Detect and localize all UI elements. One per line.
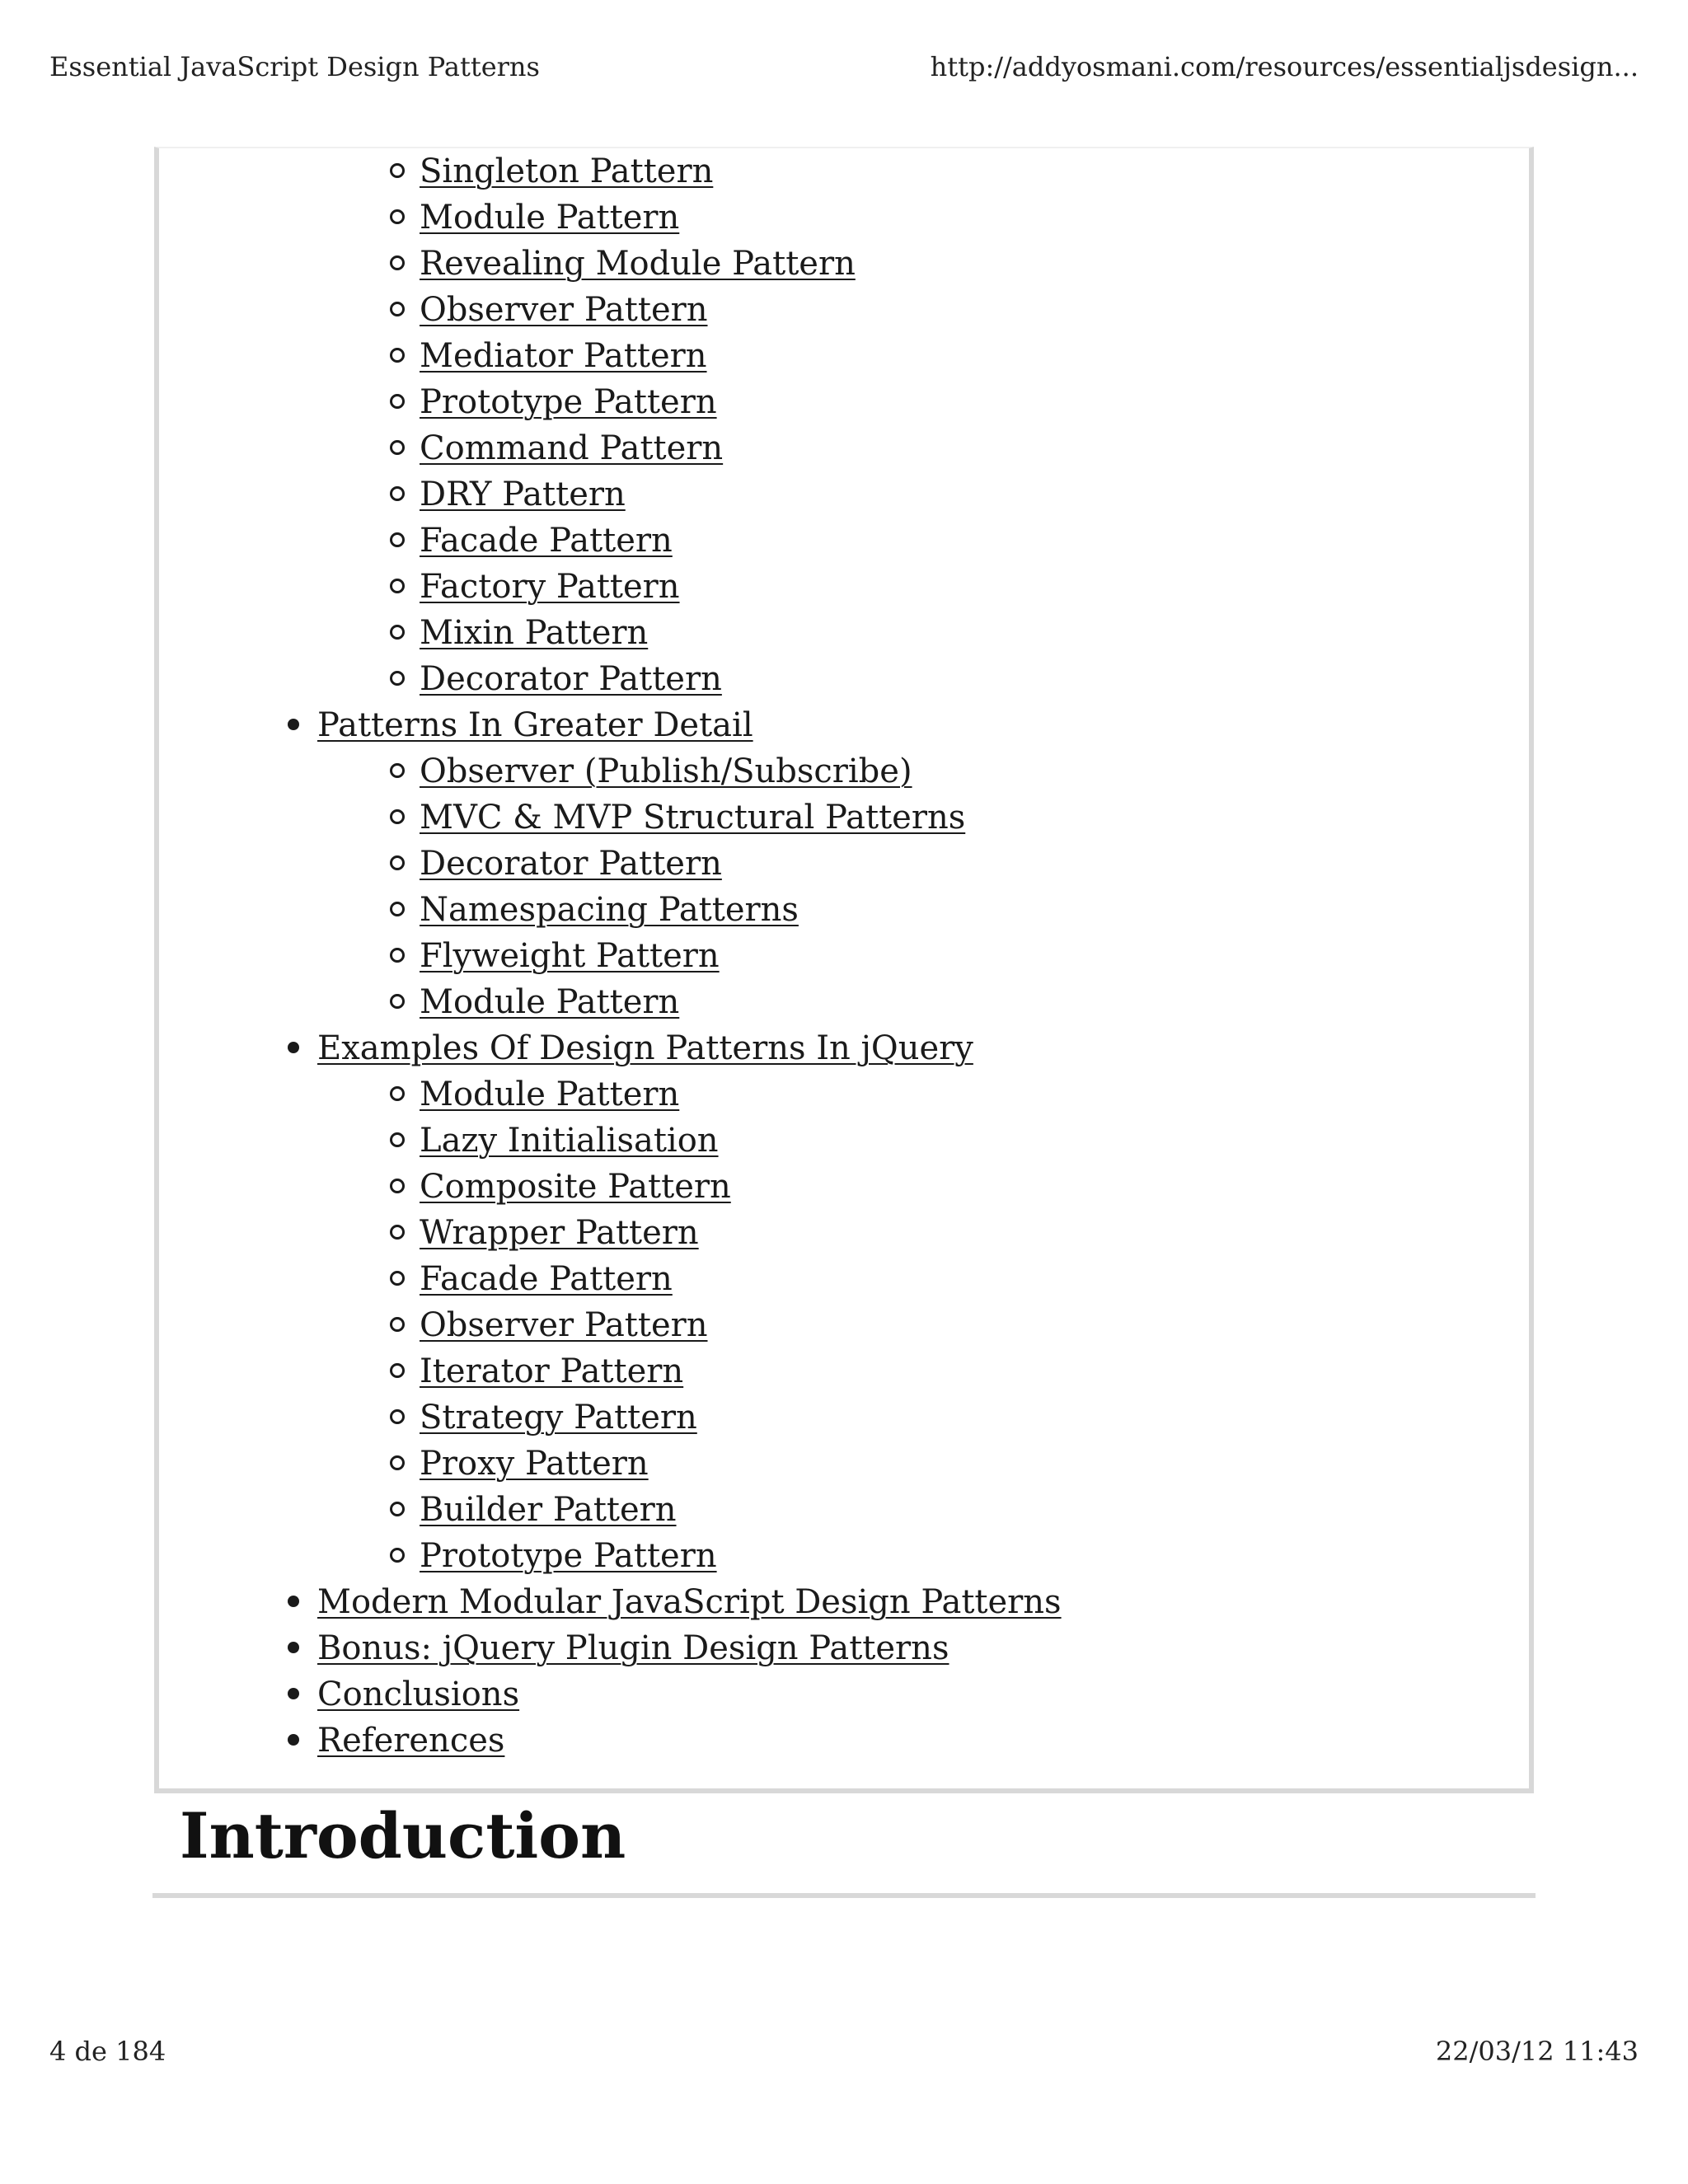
toc-subsection-item — [159, 194, 1529, 241]
toc-link[interactable]: Observer Pattern — [420, 1306, 708, 1344]
section-divider — [152, 1893, 1536, 1898]
toc-link[interactable]: Composite Pattern — [420, 1168, 731, 1206]
hollow-bullet-icon — [390, 163, 405, 178]
toc-subsection-item — [159, 979, 1529, 1025]
hollow-bullet-icon — [390, 1225, 405, 1240]
toc-subsection-item — [159, 518, 1529, 564]
toc-link[interactable]: Observer (Publish/Subscribe) — [420, 752, 912, 790]
toc-link[interactable]: Strategy Pattern — [420, 1399, 697, 1436]
toc-list — [159, 148, 1529, 1764]
toc-link[interactable]: Flyweight Pattern — [420, 937, 720, 975]
toc-subsection-item — [159, 333, 1529, 379]
filled-bullet-icon — [288, 1688, 299, 1699]
toc-link[interactable]: Command Pattern — [420, 429, 724, 467]
hollow-bullet-icon — [390, 1132, 405, 1147]
toc-subsection-item — [159, 1256, 1529, 1302]
hollow-bullet-icon — [390, 209, 405, 224]
toc-link[interactable]: Patterns In Greater Detail — [317, 706, 753, 744]
toc-subsection-item — [159, 1533, 1529, 1579]
hollow-bullet-icon — [390, 994, 405, 1009]
print-header — [49, 51, 1639, 82]
toc-link[interactable]: Prototype Pattern — [420, 1537, 717, 1575]
toc-link[interactable]: Decorator Pattern — [420, 845, 722, 883]
filled-bullet-icon — [288, 1642, 299, 1653]
hollow-bullet-icon — [390, 1179, 405, 1193]
toc-subsection-item — [159, 610, 1529, 656]
print-datetime: 22/03/12 11:43 — [1435, 2036, 1639, 2067]
filled-bullet-icon — [288, 1042, 299, 1053]
toc-link[interactable]: Bonus: jQuery Plugin Design Patterns — [317, 1629, 950, 1667]
hollow-bullet-icon — [390, 1317, 405, 1332]
toc-subsection-item — [159, 471, 1529, 518]
hollow-bullet-icon — [390, 1086, 405, 1101]
hollow-bullet-icon — [390, 486, 405, 501]
toc-link[interactable]: Module Pattern — [420, 1076, 680, 1113]
hollow-bullet-icon — [390, 1502, 405, 1516]
hollow-bullet-icon — [390, 855, 405, 870]
filled-bullet-icon — [288, 1734, 299, 1746]
print-footer — [49, 2036, 1639, 2067]
toc-subsection-item — [159, 1348, 1529, 1394]
toc-link[interactable]: Examples Of Design Patterns In jQuery — [317, 1029, 973, 1067]
toc-link[interactable]: Facade Pattern — [420, 1260, 673, 1298]
toc-link[interactable]: Builder Pattern — [420, 1491, 677, 1529]
hollow-bullet-icon — [390, 255, 405, 270]
toc-subsection-item — [159, 1071, 1529, 1118]
toc-link[interactable]: Lazy Initialisation — [420, 1122, 719, 1160]
hollow-bullet-icon — [390, 671, 405, 686]
hollow-bullet-icon — [390, 532, 405, 547]
toc-subsection-item — [159, 1441, 1529, 1487]
toc-link[interactable]: Facade Pattern — [420, 522, 673, 560]
toc-link[interactable]: Conclusions — [317, 1675, 520, 1713]
hollow-bullet-icon — [390, 348, 405, 363]
filled-bullet-icon — [288, 719, 299, 730]
toc-link[interactable]: Singleton Pattern — [420, 152, 714, 190]
toc-section-item — [159, 1671, 1529, 1718]
hollow-bullet-icon — [390, 1455, 405, 1470]
toc-subsection-item — [159, 841, 1529, 887]
toc-section-item — [159, 1718, 1529, 1764]
toc-section-item — [159, 1579, 1529, 1625]
page-number: 4 de 184 — [49, 2036, 166, 2067]
filled-bullet-icon — [288, 1596, 299, 1607]
toc-subsection-item — [159, 564, 1529, 610]
toc-link[interactable]: Iterator Pattern — [420, 1352, 684, 1390]
toc-link[interactable]: Factory Pattern — [420, 568, 680, 606]
toc-subsection-item — [159, 748, 1529, 794]
toc-link[interactable]: Namespacing Patterns — [420, 891, 799, 929]
toc-link[interactable]: Decorator Pattern — [420, 660, 722, 698]
hollow-bullet-icon — [390, 1409, 405, 1424]
toc-subsection-item — [159, 148, 1529, 194]
toc-section-item — [159, 1625, 1529, 1671]
toc-subsection-item — [159, 887, 1529, 933]
toc-link[interactable]: Mixin Pattern — [420, 614, 649, 652]
hollow-bullet-icon — [390, 625, 405, 640]
toc-subsection-item — [159, 1164, 1529, 1210]
toc-link[interactable]: MVC & MVP Structural Patterns — [420, 799, 966, 837]
hollow-bullet-icon — [390, 809, 405, 824]
toc-subsection-item — [159, 425, 1529, 471]
toc-subsection-item — [159, 379, 1529, 425]
toc-subsection-item — [159, 1210, 1529, 1256]
hollow-bullet-icon — [390, 1271, 405, 1286]
toc-link[interactable]: Observer Pattern — [420, 291, 708, 329]
hollow-bullet-icon — [390, 763, 405, 778]
hollow-bullet-icon — [390, 302, 405, 316]
toc-link[interactable]: Revealing Module Pattern — [420, 245, 856, 283]
hollow-bullet-icon — [390, 1548, 405, 1563]
toc-subsection-item — [159, 241, 1529, 287]
hollow-bullet-icon — [390, 1363, 405, 1378]
hollow-bullet-icon — [390, 579, 405, 593]
table-of-contents — [154, 147, 1534, 1793]
toc-subsection-item — [159, 933, 1529, 979]
toc-section-item — [159, 702, 1529, 748]
toc-subsection-item — [159, 1487, 1529, 1533]
document-title: Essential JavaScript Design Patterns — [49, 51, 540, 82]
toc-link[interactable]: Module Pattern — [420, 983, 680, 1021]
toc-subsection-item — [159, 287, 1529, 333]
section-heading: Introduction — [180, 1799, 626, 1872]
toc-link[interactable]: Proxy Pattern — [420, 1445, 649, 1483]
toc-subsection-item — [159, 656, 1529, 702]
toc-link[interactable]: Prototype Pattern — [420, 383, 717, 421]
toc-link[interactable]: References — [317, 1722, 505, 1760]
toc-subsection-item — [159, 1118, 1529, 1164]
toc-link[interactable]: DRY Pattern — [420, 476, 626, 513]
hollow-bullet-icon — [390, 948, 405, 963]
toc-link[interactable]: Wrapper Pattern — [420, 1214, 699, 1252]
toc-subsection-item — [159, 1394, 1529, 1441]
toc-subsection-item — [159, 794, 1529, 841]
hollow-bullet-icon — [390, 902, 405, 916]
toc-link[interactable]: Mediator Pattern — [420, 337, 707, 375]
toc-link[interactable]: Modern Modular JavaScript Design Patterns — [317, 1583, 1062, 1621]
toc-subsection-item — [159, 1302, 1529, 1348]
toc-link[interactable]: Module Pattern — [420, 199, 680, 237]
hollow-bullet-icon — [390, 440, 405, 455]
page-url: http://addyosmani.com/resources/essentialjsdesign... — [930, 51, 1639, 82]
hollow-bullet-icon — [390, 394, 405, 409]
toc-section-item — [159, 1025, 1529, 1071]
